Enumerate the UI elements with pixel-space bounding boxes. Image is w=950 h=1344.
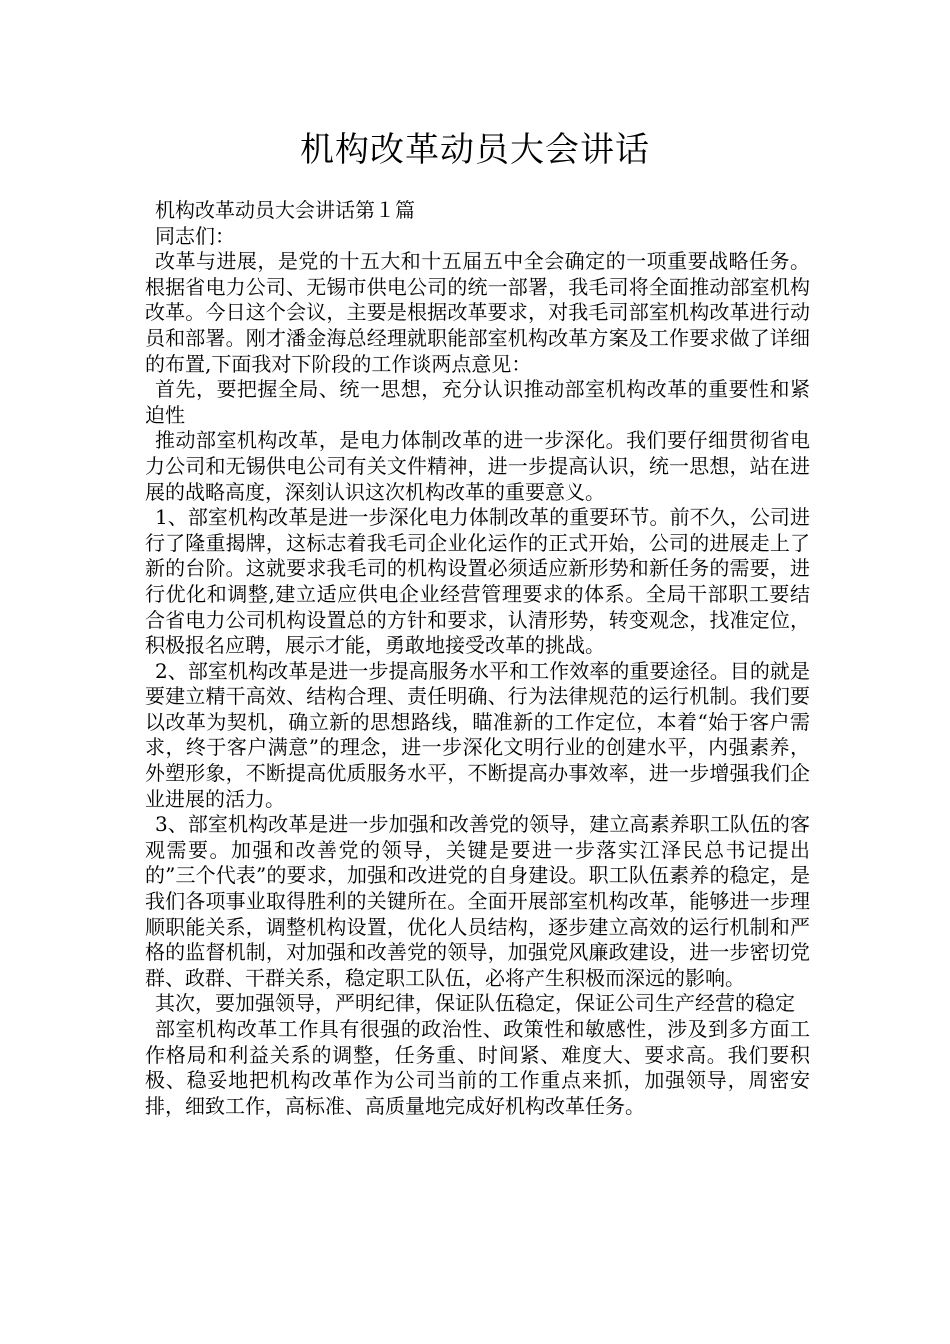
section-heading-paragraph: 首先，要把握全局、统一思想，充分认识推动部室机构改革的重要性和紧迫性 [145,377,810,427]
body-paragraph: 3、部室机构改革是进一步加强和改善党的领导，建立高素养职工队伍的客观需要。加强和改善党的领导，关键是要进一步落实江泽民总书记提出的”三个代表”的要求，加强和改进党的自身建设。职工队伍素养的稳定，是我们各项事业取得胜利的关键所在。全面开展部室机构改革，能够进一步理顺职能关系，调整机构设置，优化人员结构，逐步建立高效的运行机制和严格的监督机制，对加强和改善党的领导，加强党风廉政建设，进一步密切党群、政群、干群关系，稳定职工队伍，必将产生积极而深远的影响。 [145,812,810,990]
subtitle-paragraph: 机构改革动员大会讲话第１篇 [155,198,415,222]
body-paragraph: 部室机构改革工作具有很强的政治性、政策性和敏感性，涉及到多方面工作格局和利益关系的调整，任务重、时间紧、难度大、要求高。我们要积极、稳妥地把机构改革作为公司当前的工作重点来抓，加强领导，周密安排，细致工作，高标准、高质量地完成好机构改革任务。 [145,1017,810,1118]
body-paragraph: 推动部室机构改革，是电力体制改革的进一步深化。我们要仔细贯彻省电力公司和无锡供电公司有关文件精神，进一步提高认识，统一思想，站在进展的战略高度，深刻认识这次机构改革的重要意义。 [145,428,810,504]
body-paragraph: 1、部室机构改革是进一步深化电力体制改革的重要环节。前不久，公司进行了隆重揭牌，这标志着我毛司企业化运作的正式开始，公司的进展走上了新的台阶。这就要求我毛司的机构设置必须适应新形势和新任务的需要，进行优化和调整,建立适应供电企业经营管理要求的体系。全局干部职工要结合省电力公司机构设置总的方针和要求，认清形势，转变观念，找准定位，积极报名应聘，展示才能，勇敢地接受改革的挑战。 [145,505,810,658]
body-paragraph: 改革与进展，是党的十五大和十五届五中全会确定的一项重要战略任务。根据省电力公司、无锡市供电公司的统一部署，我毛司将全面推动部室机构改革。今日这个会议，主要是根据改革要求，对我毛司部室机构改革进行动员和部署。刚才潘金海总经理就职能部室机构改革方案及工作要求做了详细的布置,下面我对下阶段的工作谈两点意见： [145,249,810,376]
document-body [145,198,810,1119]
salutation-paragraph: 同志们： [155,223,235,248]
document-title: 机构改革动员大会讲话 [300,130,650,170]
section-heading-paragraph: 其次，要加强领导，严明纪律，保证队伍稳定，保证公司生产经营的稳定 [155,991,795,1016]
body-paragraph: 2、部室机构改革是进一步提高服务水平和工作效率的重要途径。目的就是要建立精干高效、结构合理、责任明确、行为法律规范的运行机制。我们要以改革为契机，确立新的思想路线，瞄准新的工作定位，本着“始于客户需求，终于客户满意”的理念，进一步深化文明行业的创建水平，内强素养，外塑形象，不断提高优质服务水平，不断提高办事效率，进一步增强我们企业进展的活力。 [145,658,810,811]
